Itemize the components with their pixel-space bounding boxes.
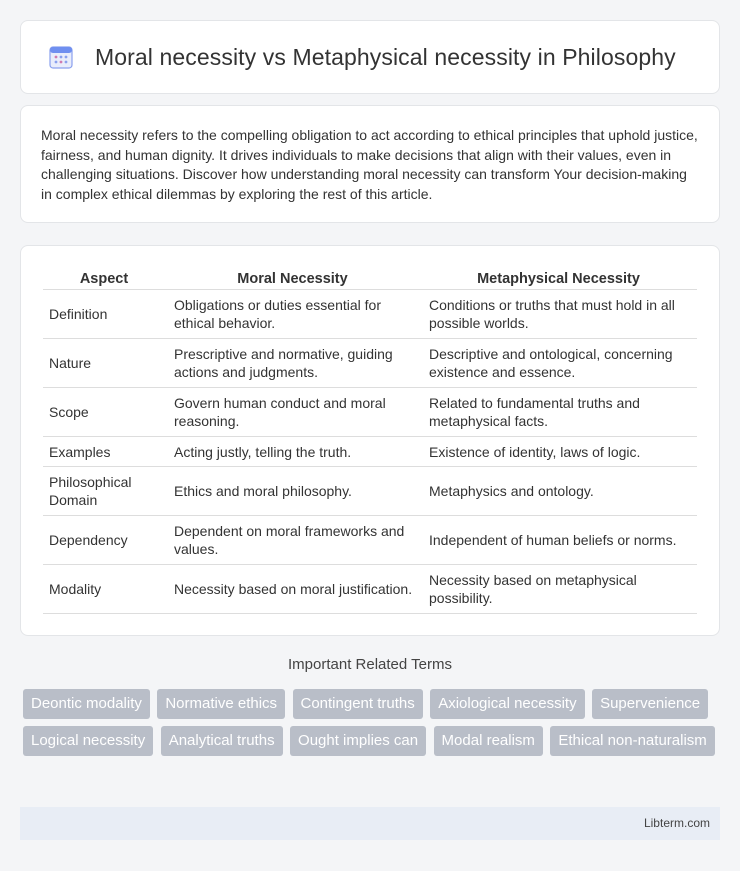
related-term-tag[interactable]: Ought implies can xyxy=(290,726,426,756)
footer xyxy=(20,807,720,840)
table-row xyxy=(43,516,697,565)
header-aspect: Aspect xyxy=(43,266,165,290)
comparison-table-card xyxy=(20,245,720,636)
aspect-cell: Modality xyxy=(43,565,165,614)
page-title: Moral necessity vs Metaphysical necessity in Philosophy xyxy=(95,43,676,70)
intro-text: Moral necessity refers to the compelling obligation to act according to ethical principles that uphold justice, fairness, and human dignity. It drives individuals to make decisions that align with their values, even in challenging situations. Discover how understanding moral necessity can transform Your decision-making in complex ethical dilemmas by exploring the rest of this article. xyxy=(41,127,698,202)
moral-cell: Govern human conduct and moral reasoning. xyxy=(165,388,420,437)
aspect-cell: Examples xyxy=(43,437,165,467)
moral-cell: Dependent on moral frameworks and values. xyxy=(165,516,420,565)
metaphysical-cell: Independent of human beliefs or norms. xyxy=(420,516,697,565)
related-term-tag[interactable]: Contingent truths xyxy=(293,689,423,719)
table-row xyxy=(43,339,697,388)
footer-site-link[interactable]: Libterm.com xyxy=(643,816,710,830)
related-terms-list xyxy=(23,689,723,763)
related-term-tag[interactable]: Supervenience xyxy=(592,689,708,719)
table-header-row xyxy=(43,266,697,290)
moral-cell: Ethics and moral philosophy. xyxy=(165,467,420,516)
related-term-tag[interactable]: Modal realism xyxy=(434,726,543,756)
header-card xyxy=(20,20,720,94)
table-row xyxy=(43,290,697,339)
related-term-tag[interactable]: Logical necessity xyxy=(23,726,153,756)
moral-cell: Prescriptive and normative, guiding actions and judgments. xyxy=(165,339,420,388)
header-metaphysical-necessity: Metaphysical Necessity xyxy=(420,266,697,290)
aspect-cell: Nature xyxy=(43,339,165,388)
related-term-tag[interactable]: Deontic modality xyxy=(23,689,150,719)
moral-cell: Obligations or duties essential for ethical behavior. xyxy=(165,290,420,339)
metaphysical-cell: Existence of identity, laws of logic. xyxy=(420,437,697,467)
table-row xyxy=(43,467,697,516)
related-term-tag[interactable]: Ethical non-naturalism xyxy=(550,726,714,756)
related-term-tag[interactable]: Analytical truths xyxy=(161,726,283,756)
aspect-cell: Dependency xyxy=(43,516,165,565)
comparison-table xyxy=(43,266,697,614)
related-term-tag[interactable]: Normative ethics xyxy=(157,689,285,719)
intro-card xyxy=(20,105,720,223)
table-row xyxy=(43,437,697,467)
moral-cell: Acting justly, telling the truth. xyxy=(165,437,420,467)
moral-cell: Necessity based on moral justification. xyxy=(165,565,420,614)
aspect-cell: Philosophical Domain xyxy=(43,467,165,516)
calendar-grid-icon xyxy=(47,43,75,71)
aspect-cell: Scope xyxy=(43,388,165,437)
table-row xyxy=(43,565,697,614)
related-term-tag[interactable]: Axiological necessity xyxy=(430,689,584,719)
related-terms-title: Important Related Terms xyxy=(288,656,452,673)
metaphysical-cell: Conditions or truths that must hold in all possible worlds. xyxy=(420,290,697,339)
metaphysical-cell: Necessity based on metaphysical possibility. xyxy=(420,565,697,614)
table-row xyxy=(43,388,697,437)
metaphysical-cell: Descriptive and ontological, concerning existence and essence. xyxy=(420,339,697,388)
metaphysical-cell: Metaphysics and ontology. xyxy=(420,467,697,516)
header-moral-necessity: Moral Necessity xyxy=(165,266,420,290)
aspect-cell: Definition xyxy=(43,290,165,339)
metaphysical-cell: Related to fundamental truths and metaphysical facts. xyxy=(420,388,697,437)
